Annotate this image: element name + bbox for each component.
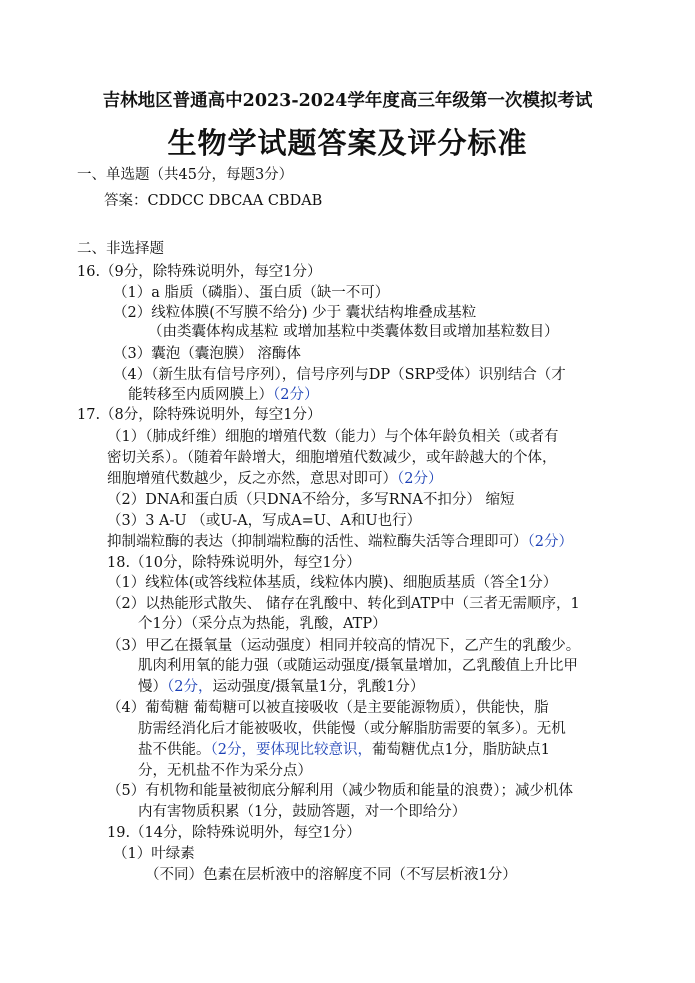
answer-line: （1）线粒体(或答线粒体基质，线粒体内膜)、细胞质基质（答全1分） xyxy=(107,575,558,591)
answer-line: （1）（肺成纤维）细胞的增殖代数（能力）与个体年龄负相关（或者有 xyxy=(107,429,559,445)
answer-line: （2）以热能形式散失、 储存在乳酸中、转化到ATP中（三者无需顺序，1 xyxy=(107,596,580,612)
answer-line: （4）葡萄糖 葡萄糖可以被直接吸收（是主要能源物质），供能快，脂 xyxy=(107,700,549,716)
answer-line: （3）囊泡（囊泡膜） 溶酶体 xyxy=(113,346,301,362)
answer-line: （3）甲乙在摄氧量（运动强度）相同并较高的情况下，乙产生的乳酸少。 xyxy=(107,638,581,654)
answer-line: （1）叶绿素 xyxy=(113,846,195,862)
document-title: 生物学试题答案及评分标准 xyxy=(167,126,528,160)
question-heading: 16.（9分，除特殊说明外，每空1分） xyxy=(77,264,322,280)
answer-line: （2）线粒体膜(不写膜不给分) 少于 囊状结构堆叠成基粒 xyxy=(113,305,477,321)
answer-line: 密切关系）。（随着年龄增大，细胞增殖代数减少，或年龄越大的个体， xyxy=(107,450,557,466)
answer-line: （5）有机物和能量被彻底分解利用（减少物质和能量的浪费）；减少机体 xyxy=(107,783,573,799)
answer-line: 盐不供能。（2分，要体现比较意识，葡萄糖优点1分，脂肪缺点1 xyxy=(138,742,550,758)
question-heading: 17.（8分，除特殊说明外，每空1分） xyxy=(77,407,322,423)
answer-line: 内有害物质积累（1分，鼓励答题，对一个即给分） xyxy=(138,804,467,820)
answer-line: 细胞增殖代数越少，反之亦然，意思对即可）（2分） xyxy=(107,471,443,487)
answer-line: （4）（新生肽有信号序列），信号序列与DP（SRP受体）识别结合（才 xyxy=(113,367,566,383)
answer-line: （1）a 脂质（磷脂）、蛋白质（缺一不可） xyxy=(113,285,390,301)
answer-line: （3）3 A-U （或U-A，写成A=U、A和U也行） xyxy=(107,513,422,529)
answer-line: 分，无机盐不作为采分点） xyxy=(138,763,312,779)
exam-title: 吉林地区普通高中2023-2024学年度高三年级第一次模拟考试 xyxy=(102,91,593,111)
answer-line: 肪需经消化后才能被吸收，供能慢（或分解脂肪需要的氧多）。无机 xyxy=(138,721,566,737)
answer-line: 肌肉利用氧的能力强（或随运动强度/摄氧量增加，乙乳酸值上升比甲 xyxy=(138,658,578,674)
question-heading: 18.（10分，除特殊说明外，每空1分） xyxy=(107,555,361,571)
answer-line: （不同）色素在层析液中的溶解度不同（不写层析液1分） xyxy=(145,867,517,883)
section-heading: 一、单选题（共45分，每题3分） xyxy=(77,167,294,183)
answer-line: 答案：CDDCC DBCAA CBDAB xyxy=(104,193,323,209)
answer-line: 慢）（2分，运动强度/摄氧量1分，乳酸1分） xyxy=(138,679,425,695)
answer-line: （2）DNA和蛋白质（只DNA不给分，多写RNA不扣分） 缩短 xyxy=(107,492,515,508)
answer-line: 个1分）（采分点为热能，乳酸，ATP） xyxy=(138,616,387,632)
answer-line: 抑制端粒酶的表达（抑制端粒酶的活性、端粒酶失活等合理即可）（2分） xyxy=(107,534,573,550)
section-heading: 二、非选择题 xyxy=(77,241,164,257)
question-heading: 19.（14分，除特殊说明外，每空1分） xyxy=(107,825,361,841)
answer-line: 能转移至内质网膜上）（2分） xyxy=(128,387,319,403)
answer-line: （由类囊体构成基粒 或增加基粒中类囊体数目或增加基粒数目） xyxy=(148,324,559,340)
